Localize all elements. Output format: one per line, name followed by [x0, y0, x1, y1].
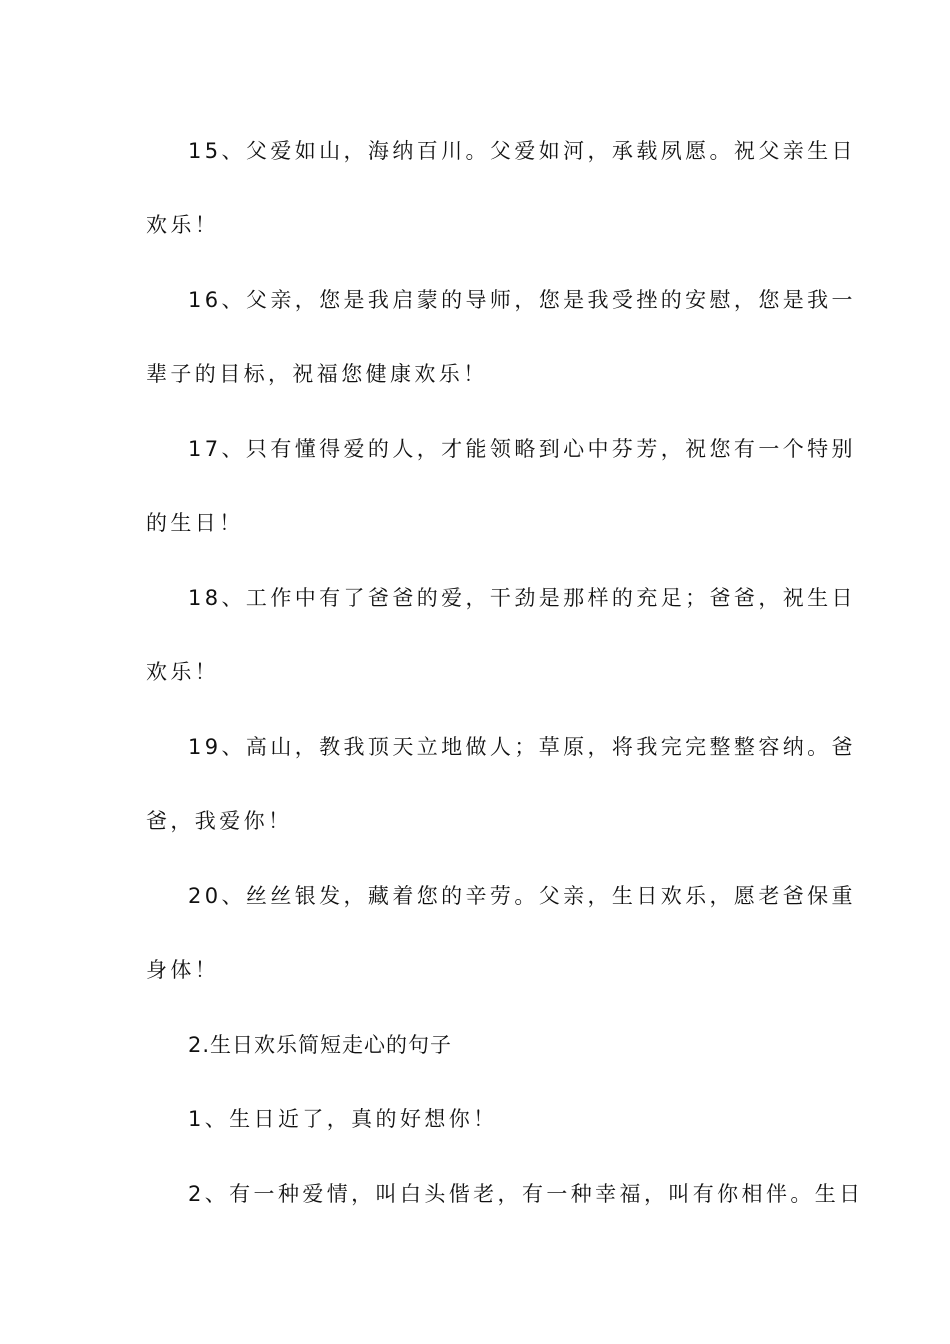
paragraph-19-line-2: 爸，我爱你！ [146, 809, 293, 833]
paragraph-18-line-1: 18、工作中有了爸爸的爱，干劲是那样的充足；爸爸，祝生日 [188, 586, 856, 610]
paragraph-2-line-1: 2、有一种爱情，叫白头偕老，有一种幸福，叫有你相伴。生日 [188, 1182, 864, 1206]
paragraph-16-line-2: 辈子的目标，祝福您健康欢乐！ [146, 362, 488, 386]
paragraph-17-line-2: 的生日！ [146, 511, 244, 535]
paragraph-16-line-1: 16、父亲，您是我启蒙的导师，您是我受挫的安慰，您是我一 [188, 288, 856, 312]
section-heading: 2.生日欢乐简短走心的句子 [188, 1033, 453, 1057]
paragraph-20-line-2: 身体！ [146, 958, 220, 982]
paragraph-18-line-2: 欢乐！ [146, 660, 220, 684]
paragraph-20-line-1: 20、丝丝银发，藏着您的辛劳。父亲，生日欢乐，愿老爸保重 [188, 884, 856, 908]
paragraph-1-line-1: 1、生日近了，真的好想你！ [188, 1107, 498, 1131]
paragraph-19-line-1: 19、高山，教我顶天立地做人；草原，将我完完整整容纳。爸 [188, 735, 856, 759]
paragraph-15-line-1: 15、父爱如山，海纳百川。父爱如河，承载夙愿。祝父亲生日 [188, 139, 856, 163]
paragraph-17-line-1: 17、只有懂得爱的人，才能领略到心中芬芳，祝您有一个特别 [188, 437, 856, 461]
paragraph-15-line-2: 欢乐！ [146, 213, 220, 237]
